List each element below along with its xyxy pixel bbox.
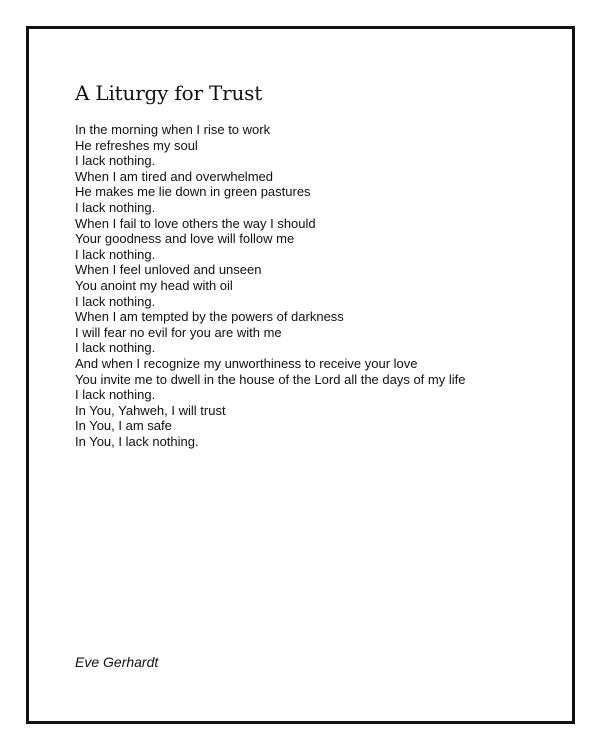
poem-body	[75, 122, 465, 449]
poem-line: In the morning when I rise to work	[75, 122, 271, 137]
poem-line: I lack nothing.	[75, 153, 156, 169]
poem-line: I lack nothing.	[75, 246, 156, 262]
poem-line: I will fear no evil for you are with me	[75, 324, 282, 340]
poem-line: You invite me to dwell in the house of the Lord all the days of my life	[75, 371, 466, 387]
poem-line: I lack nothing.	[75, 387, 156, 403]
poem-line: In You, I am safe	[75, 418, 172, 434]
poem-line: I lack nothing.	[75, 340, 156, 356]
poem-line: And when I recognize my unworthiness to receive your love	[75, 355, 418, 371]
poem-line: He makes me lie down in green pastures	[75, 184, 311, 200]
poem-line: When I am tempted by the powers of darkness	[75, 309, 344, 325]
poem-line: When I feel unloved and unseen	[75, 262, 262, 278]
poem-line: In You, I lack nothing.	[75, 433, 199, 449]
author-name: Eve Gerhardt	[75, 654, 159, 670]
poem-line: You anoint my head with oil	[75, 277, 233, 293]
page-border-frame	[26, 26, 575, 724]
poem-line: Your goodness and love will follow me	[75, 231, 295, 247]
poem-line: When I am tired and overwhelmed	[75, 168, 273, 184]
poem-line: I lack nothing.	[75, 199, 156, 215]
poem-line: He refreshes my soul	[75, 137, 198, 153]
document-title: A Liturgy for Trust	[75, 81, 263, 105]
poem-line: I lack nothing.	[75, 293, 156, 309]
poem-line: When I fail to love others the way I should	[75, 215, 316, 231]
poem-line: In You, Yahweh, I will trust	[75, 402, 226, 418]
